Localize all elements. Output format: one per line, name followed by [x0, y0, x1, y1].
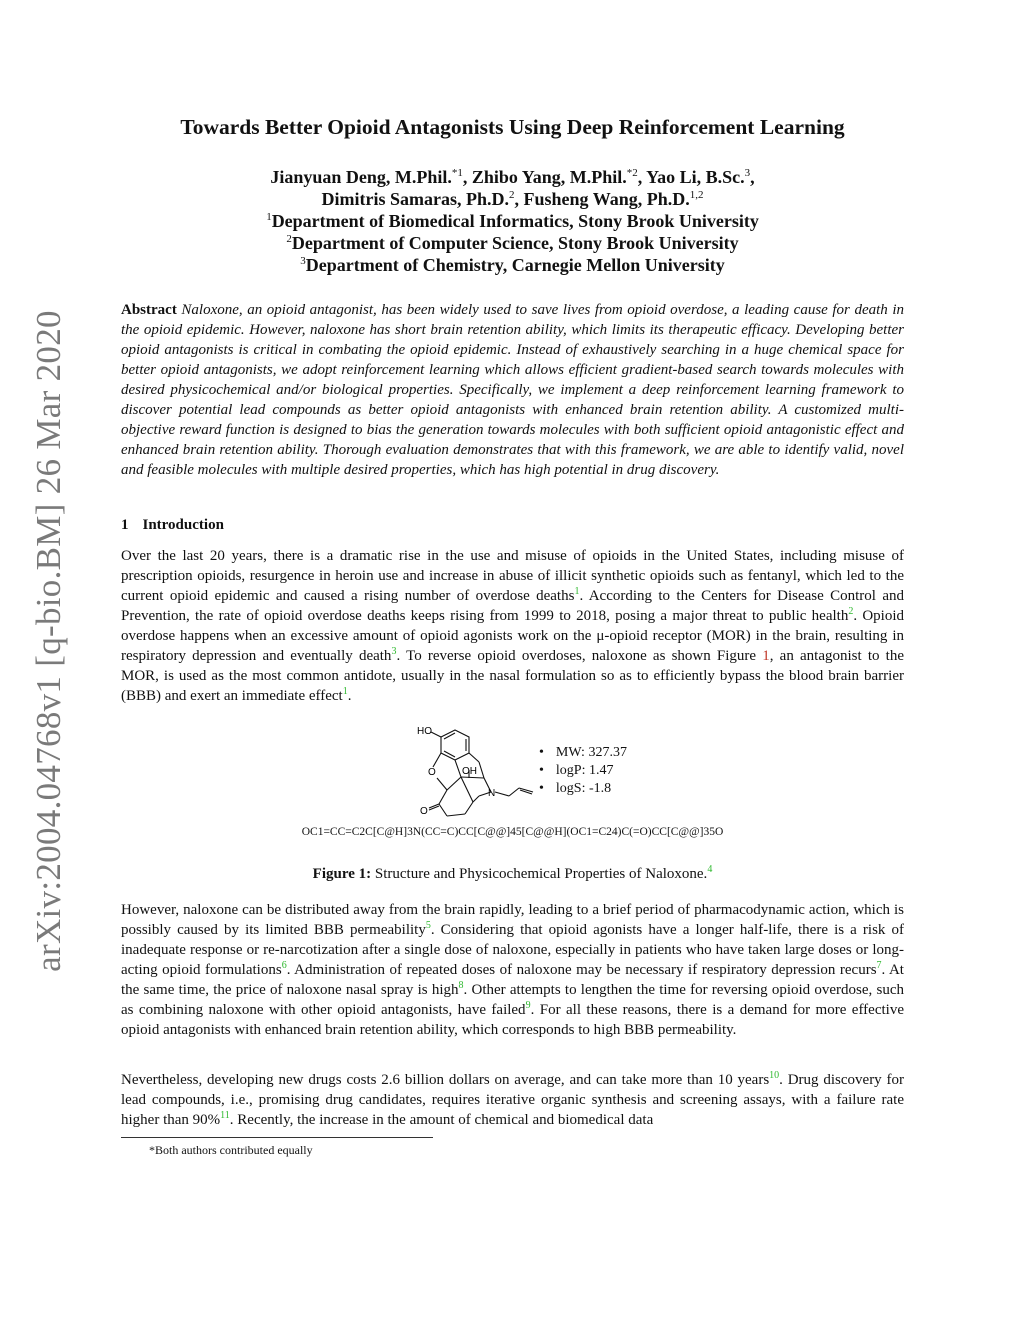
citation-link[interactable]: 7 — [876, 960, 882, 971]
citation-link[interactable]: 1 — [574, 586, 580, 597]
atom-label-ho: HO — [417, 726, 432, 737]
property-list — [539, 744, 627, 798]
text-run: . Other attempts to lengthen the time for reversing opioid overdose, such as combining naloxone with other opioid antagonists, have failed — [121, 982, 904, 1018]
text-run: . Drug discovery for lead compounds, i.e., promising drug candidates, requires iterative organic synthesis and screening assays, with a failure rate higher than 90% — [121, 1072, 904, 1128]
citation-link[interactable]: 1 — [342, 686, 348, 697]
affiliation — [121, 210, 904, 232]
atom-label-n: N — [488, 788, 496, 799]
text-run: . For all these reasons, there is a demand for more effective opioid antagonists with enhanced brain retention ability, which corresponds to high BBB permeability. — [121, 1002, 904, 1038]
property-item: • MW: 327.37 — [539, 744, 627, 762]
affiliation-text: Department of Biomedical Informatics, Stony Brook University — [271, 211, 759, 231]
affiliation-text: Department of Computer Science, Stony Brook University — [291, 233, 739, 253]
intro-paragraph-2 — [121, 900, 904, 1040]
smiles-string: OC1=CC=C2C[C@H]3N(CC=C)CC[C@@]45[C@@H](OC1=C24)C(=O)CC[C@@]35O — [301, 826, 724, 838]
abstract-label: Abstract — [121, 302, 177, 318]
author-line-2: Dimitris Samaras, Ph.D.$^2$, Fusheng Wang, Ph.D.$^{1,2}$ — [321, 189, 704, 209]
intro-paragraph-3 — [121, 1070, 904, 1130]
author-name: Yao Li, B.Sc. — [646, 167, 745, 187]
text-run: . To reverse opioid overdoses, naloxone as shown Figure — [396, 648, 763, 664]
affiliation-sup: 3 — [300, 255, 306, 267]
citation-link[interactable]: 3 — [391, 646, 397, 657]
text-run: Over the last 20 years, there is a dramatic rise in the use and misuse of opioids in the United States, including misuse of prescription opioids, resurgence in heroin use and increase in abuse of illicit synthetic opioids such as fentanyl, which led to the current opioid epidemic and caused a rising number of overdose deaths — [121, 548, 904, 604]
section-number: 1 — [121, 517, 129, 533]
citation-link[interactable]: 2 — [848, 606, 854, 617]
affiliation — [121, 232, 904, 254]
figure-1 — [121, 722, 904, 872]
arxiv-identifier-stamp: arXiv:2004.04768v1 [q-bio.BM] 26 Mar 2020 — [29, 310, 68, 972]
citation-link[interactable]: 8 — [458, 980, 464, 991]
section-heading-introduction — [121, 517, 224, 534]
abstract-text: Naloxone, an opioid antagonist, has been widely used to save lives from opioid overdose, a leading cause for death in the opioid epidemic. However, naloxone has short brain retention ability, which limits its therapeutic efficacy. Developing better opioid antagonists is critical in combating the opioid epidemic. Instead of exhaustively searching in a huge chemical space for better opioid antagonists, we adopt reinforcement learning which allows efficient gradient-based search towards molecules with desired physicochemical and/or biological properties. Specifically, we implement a deep reinforcement learning framework to discover potential lead compounds as better opioid antagonists with enhanced brain retention ability. A customized multi-objective reward function is designed to bias the generation towards molecules with both sufficient opioid antagonistic effect and enhanced brain retention ability. Thorough evaluation demonstrates that with this framework, we are able to identify valid, novel and feasible molecules with multiple desired properties, which has high potential in drug discovery. — [121, 302, 905, 478]
author-sup: *2 — [626, 167, 638, 179]
author-name: Fusheng Wang, Ph.D. — [523, 189, 690, 209]
caption-label: Figure 1: — [312, 866, 372, 882]
atom-label-o: O — [428, 767, 436, 778]
citation-link[interactable]: 9 — [525, 1000, 531, 1011]
affiliation-sup: 1 — [266, 211, 272, 223]
naloxone-structure-diagram — [409, 722, 549, 822]
text-run: . According to the Centers for Disease Control and Prevention, the rate of opioid overdose deaths keeps rising from 1999 to 2018, posing a major threat to public health — [121, 588, 904, 624]
author-sup: *1 — [451, 167, 463, 179]
text-run: , an antagonist to the MOR, is used as the most common antidote, usually in the nasal formulation so as to efficiently bypass the blood brain barrier (BBB) and exert an immediate effect — [121, 648, 905, 704]
text-run: . Recently, the increase in the amount of chemical and biomedical data — [229, 1112, 654, 1128]
paper-title: Towards Better Opioid Antagonists Using Deep Reinforcement Learning — [180, 115, 845, 139]
abstract — [121, 300, 904, 480]
citation-link[interactable]: 6 — [281, 960, 287, 971]
aromatic-ring — [441, 730, 469, 760]
citation-link[interactable]: 4 — [707, 864, 713, 875]
author-line-1: Jianyuan Deng, M.Phil.$^{*1}$, Zhibo Yang, M.Phil.$^{*2}$, Yao Li, B.Sc.$^3$, — [270, 167, 755, 187]
figure-caption — [121, 866, 904, 883]
citation-link[interactable]: 11 — [220, 1110, 230, 1121]
property-item: • logP: 1.47 — [539, 762, 627, 780]
section-title: Introduction — [142, 517, 224, 533]
text-run: . Administration of repeated doses of naloxone may be necessary if respiratory depression recurs — [286, 962, 877, 978]
figure-reference-link[interactable]: 1 — [762, 648, 770, 664]
citation-link[interactable]: 5 — [425, 920, 431, 931]
atom-label-ketone-o: O — [420, 806, 428, 817]
affiliation-sup: 2 — [286, 233, 292, 245]
atom-label-oh: OH — [462, 766, 477, 777]
citation-link[interactable]: 10 — [769, 1070, 780, 1081]
text-run: . Considering that opioid agonists have a longer half-life, there is a risk of inadequate response or re-narcotization after a single dose of naloxone, especially in patients who have taken large doses or long-acting opioid formulations — [121, 922, 904, 978]
affiliation — [121, 254, 904, 276]
affiliation-text: Department of Chemistry, Carnegie Mellon University — [305, 255, 725, 275]
intro-paragraph-1 — [121, 546, 904, 706]
text-run: However, naloxone can be distributed away from the brain rapidly, leading to a brief period of pharmacodynamic action, which is possibly caused by its limited BBB permeability — [121, 902, 904, 938]
footnote: *Both authors contributed equally — [149, 1143, 313, 1157]
text-run: . Opioid overdose happens when an excessive amount of opioid agonists work on the μ-opioid receptor (MOR) in the brain, resulting in respiratory depression and eventually death — [121, 608, 905, 664]
text-run: Nevertheless, developing new drugs costs 2.6 billion dollars on average, and can take more than 10 years — [121, 1072, 770, 1088]
author-sup: 3 — [744, 167, 751, 179]
text-run: . — [347, 688, 352, 704]
author-name: Jianyuan Deng, M.Phil. — [270, 167, 452, 187]
author-name: Dimitris Samaras, Ph.D. — [321, 189, 510, 209]
author-sup: 2 — [509, 189, 515, 201]
author-block — [121, 166, 904, 276]
caption-text: Structure and Physicochemical Properties of Naloxone. — [371, 866, 708, 882]
author-name: Zhibo Yang, M.Phil. — [471, 167, 627, 187]
text-run: . At the same time, the price of naloxone nasal spray is high — [121, 962, 904, 998]
author-sup: 1,2 — [689, 189, 704, 201]
property-item: • logS: -1.8 — [539, 780, 627, 798]
footnote-divider — [121, 1137, 433, 1138]
